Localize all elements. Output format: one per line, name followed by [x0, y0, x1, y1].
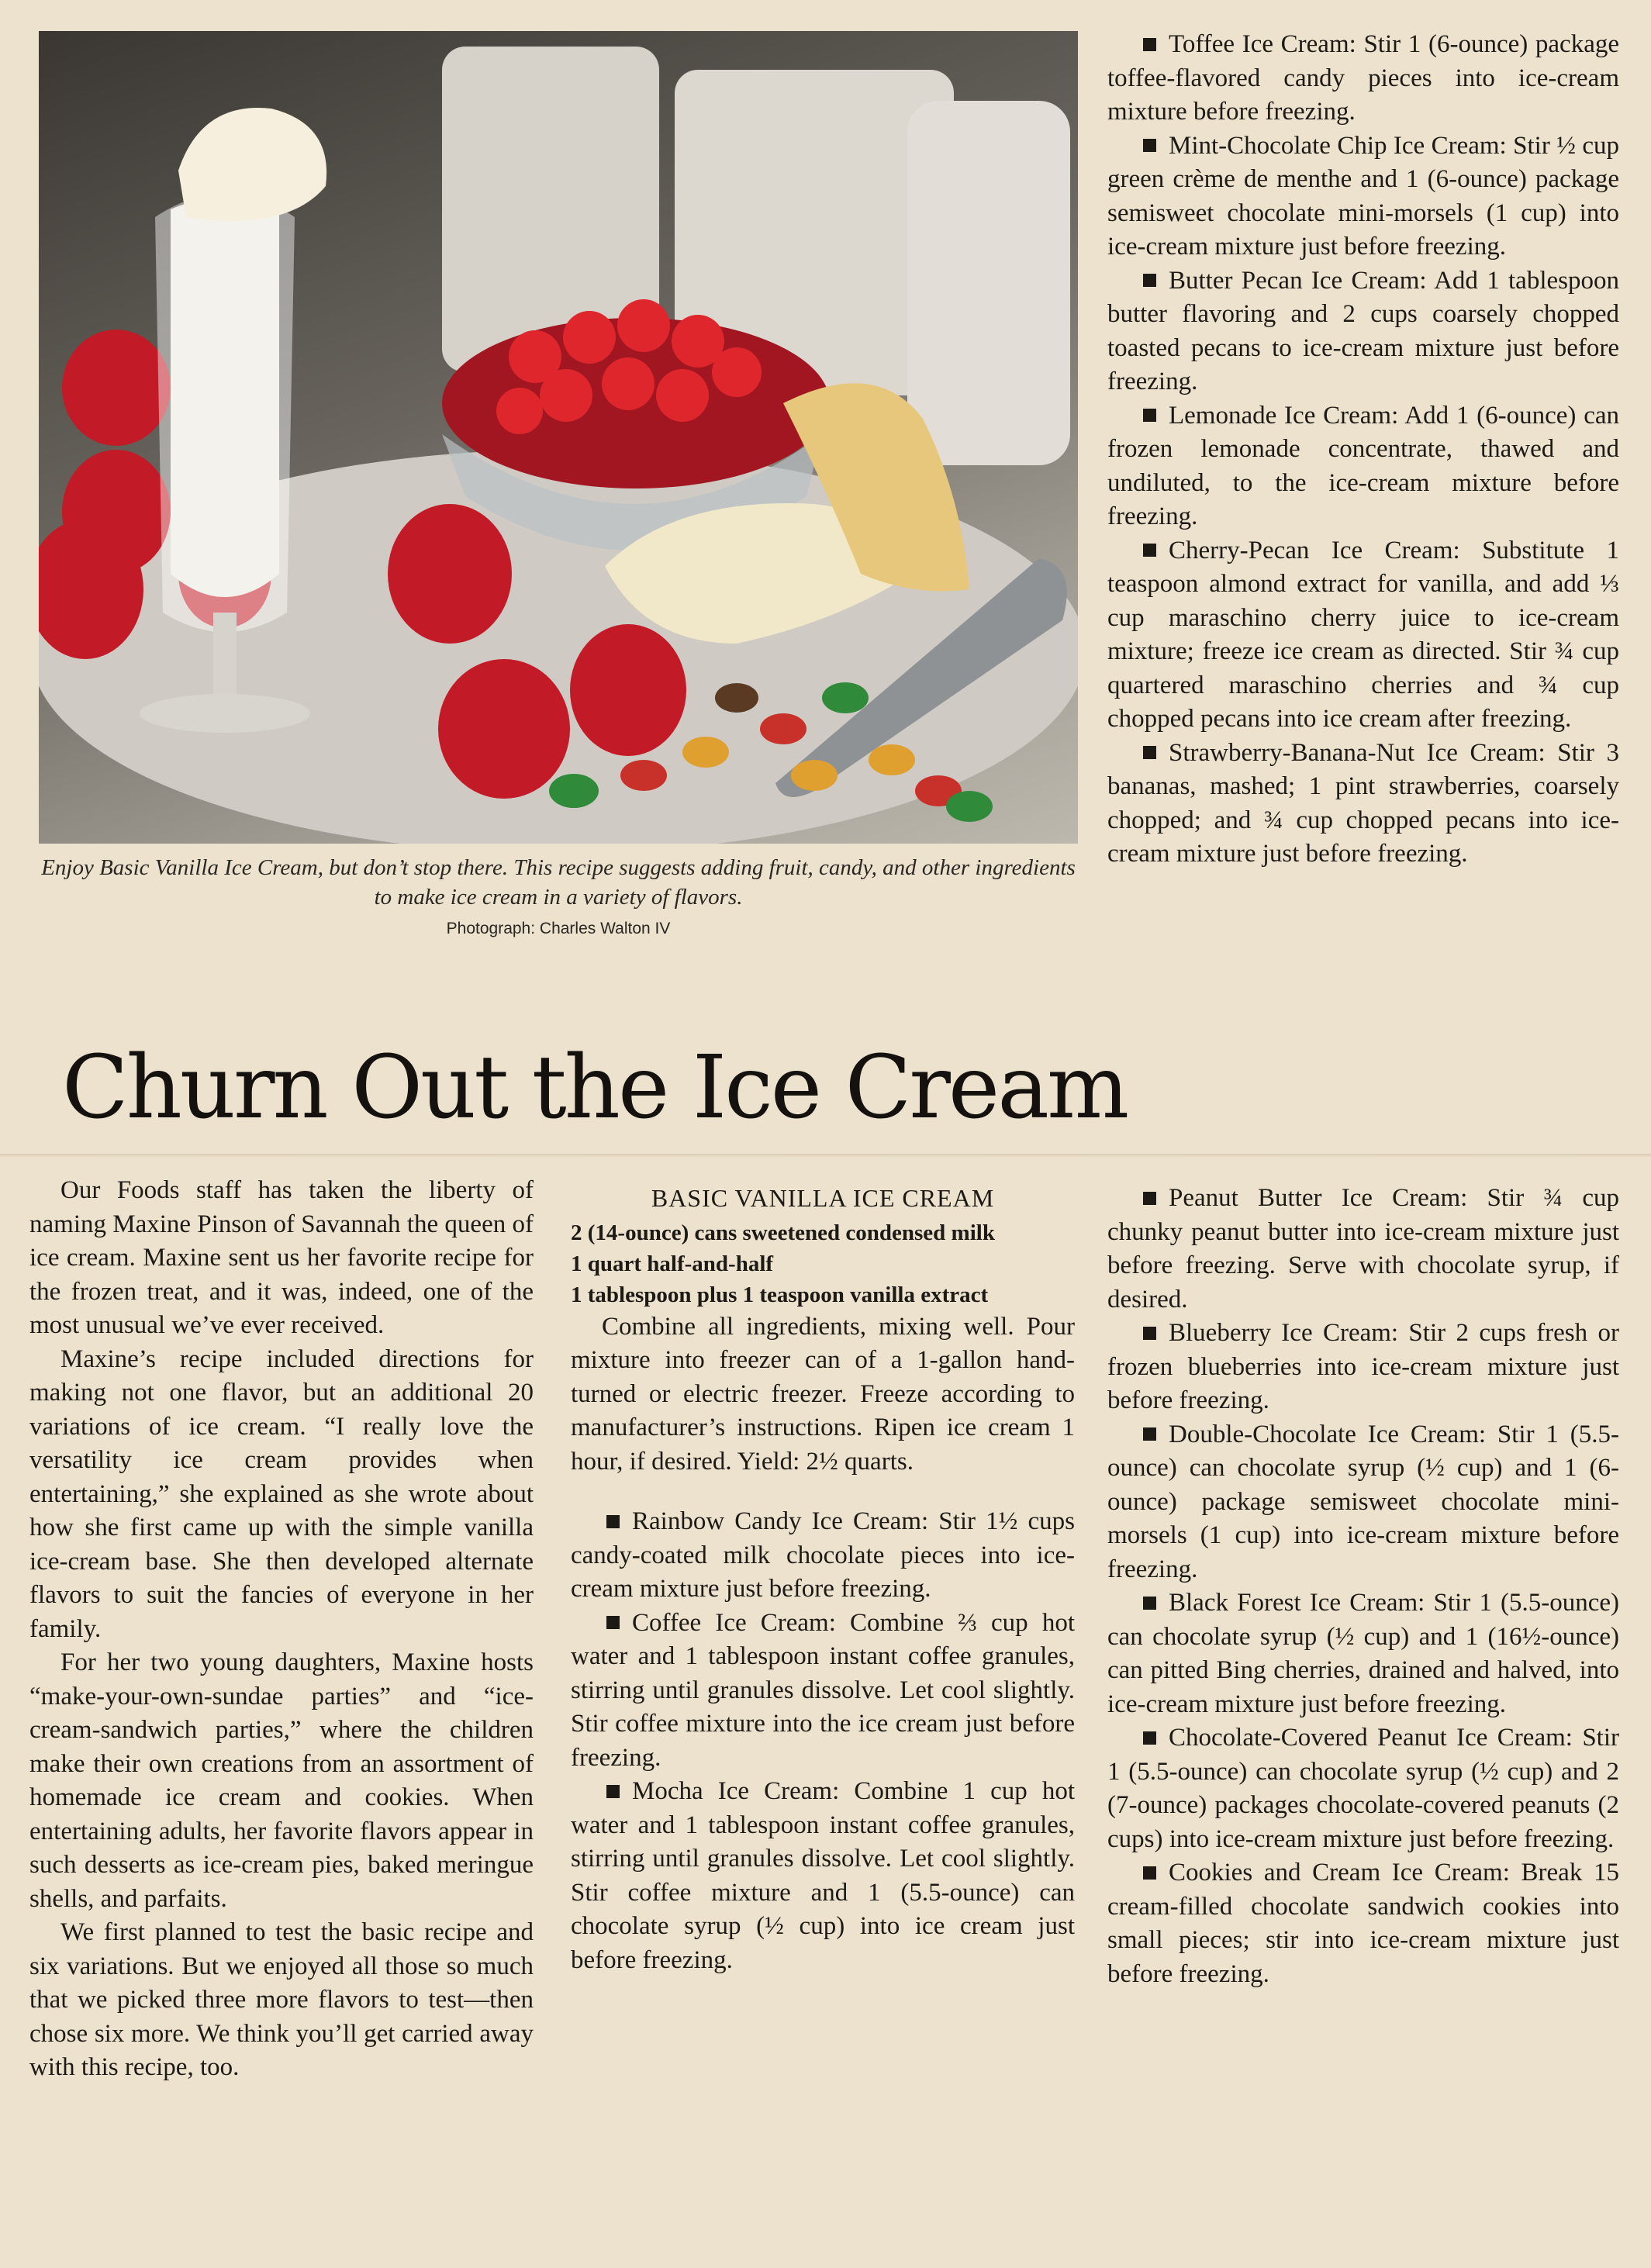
bullet-icon — [1143, 1192, 1156, 1205]
bullet-icon — [1143, 1427, 1156, 1441]
recipe-title: BASIC VANILLA ICE CREAM — [651, 1184, 995, 1212]
bullet-icon — [1143, 1327, 1156, 1340]
variation: Lemonade Ice Cream: Add 1 (6-ounce) can frozen lemonade concentrate, thawed and undiluted, to the ice-cream mixture before freezing. — [1107, 401, 1619, 530]
bullet-icon — [606, 1785, 620, 1798]
bullet-icon — [1143, 409, 1156, 422]
bullet-icon — [1143, 139, 1156, 152]
bullet-icon — [606, 1515, 620, 1528]
bullet-icon — [1143, 274, 1156, 287]
photo-credit: Photograph: Charles Walton IV — [446, 920, 671, 937]
variation: Mocha Ice Cream: Combine 1 cup hot water and 1 tablespoon instant coffee granules, stirring until granules dissolve. Let cool slightly. Stir coffee mixture and 1 (5.5-ounce) can chocolate syrup (½ cup) into ice cream just before freezing. — [571, 1777, 1075, 1974]
article-paragraph: We first planned to test the basic recipe and six variations. But we enjoyed all those so much that we picked three more flavors to test—then chose six more. We think you’ll get carried away with this recipe, too. — [29, 1918, 534, 2081]
variation: Cherry-Pecan Ice Cream: Substitute 1 teaspoon almond extract for vanilla, and add ⅓ cup maraschino cherry juice to ice-cream mixture; freeze ice cream as directed. Stir ¾ cup quartered maraschino cherries and ¾ cup chopped pecans into ice cream after freezing. — [1107, 536, 1619, 733]
article-body — [29, 1174, 534, 2085]
variation: Strawberry-Banana-Nut Ice Cream: Stir 3 bananas, mashed; 1 pint strawberries, coarsely chopped; and ¾ cup chopped pecans into ice-cream mixture just before freezing. — [1107, 738, 1619, 868]
ice-cream-scoop — [178, 108, 326, 221]
variation: Peanut Butter Ice Cream: Stir ¾ cup chunky peanut butter into ice-cream mixture just before freezing. Serve with chocolate syrup, if desired. — [1107, 1184, 1619, 1314]
ice-cream-photo — [39, 31, 1078, 844]
variation: Rainbow Candy Ice Cream: Stir 1½ cups candy-coated milk chocolate pieces into ice-cream mixture just before freezing. — [571, 1507, 1075, 1603]
variation: Double-Chocolate Ice Cream: Stir 1 (5.5-ounce) can chocolate syrup (½ cup) and 1 (6-ounce) package semisweet chocolate mini-morsels (1 cup) into ice-cream mixture before freezing. — [1107, 1420, 1619, 1583]
variations-column-top — [1107, 28, 1619, 872]
bullet-icon — [1143, 1731, 1156, 1745]
bullet-icon — [1143, 544, 1156, 557]
photo-caption: Enjoy Basic Vanilla Ice Cream, but don’t stop there. This recipe suggests adding fruit, candy, and other ingredients to make ice cream in a variety of flavors. — [41, 855, 1076, 910]
article-paragraph: Our Foods staff has taken the liberty of naming Maxine Pinson of Savannah the queen of ice cream. Maxine sent us her favorite recipe for the frozen treat, and it was, indeed, one of the most unusual we’ve ever received. — [29, 1176, 534, 1339]
variation: Cookies and Cream Ice Cream: Break 15 cream-filled chocolate sandwich cookies into small pieces; stir into ice-cream mixture just before freezing. — [1107, 1859, 1619, 1988]
variations-column-bottom — [1107, 1182, 1619, 1991]
variation: Toffee Ice Cream: Stir 1 (6-ounce) package toffee-flavored candy pieces into ice-cream mixture before freezing. — [1107, 30, 1619, 126]
recipe-directions: Combine all ingredients, mixing well. Pour mixture into freezer can of a 1-gallon hand-turned or electric freezer. Freeze according to manufacturer’s instructions. Ripen ice cream 1 hour, if desired. Yield: 2½ quarts. — [571, 1312, 1075, 1476]
ingredient: 2 (14-ounce) cans sweetened condensed milk — [571, 1220, 995, 1245]
variation: Mint-Chocolate Chip Ice Cream: Stir ½ cup green crème de menthe and 1 (6-ounce) package semisweet chocolate mini-morsels (1 cup) into ice-cream mixture just before freezing. — [1107, 131, 1619, 261]
recipe-column — [571, 1182, 1075, 1977]
variation: Chocolate-Covered Peanut Ice Cream: Stir 1 (5.5-ounce) can chocolate syrup (½ cup) and 2 (7-ounce) packages chocolate-covered peanuts (2 cups) into ice-cream mixture just before freezing. — [1107, 1724, 1619, 1853]
canister-right — [907, 101, 1070, 465]
article-paragraph: For her two young daughters, Maxine hosts “make-your-own-sundae parties” and “ice-cream-sandwich parties,” where the children make their own creations from an assortment of homemade ice cream and cookies. When entertaining adults, her favorite flavors appear in such desserts as ice-cream pies, baked meringue shells, and parfaits. — [29, 1648, 534, 1913]
ingredient: 1 tablespoon plus 1 teaspoon vanilla extract — [571, 1282, 989, 1307]
bullet-icon — [1143, 38, 1156, 51]
bullet-icon — [1143, 1866, 1156, 1880]
variation: Black Forest Ice Cream: Stir 1 (5.5-ounce) can chocolate syrup (½ cup) and 1 (16½-ounce) can pitted Bing cherries, drained and halved, into ice-cream mixture just before freezing. — [1107, 1589, 1619, 1718]
variation: Blueberry Ice Cream: Stir 2 cups fresh or frozen blueberries into ice-cream mixture just before freezing. — [1107, 1319, 1619, 1414]
ingredient: 1 quart half-and-half — [571, 1251, 774, 1276]
article-paragraph: Maxine’s recipe included directions for making not one flavor, but an additional 20 variations of ice cream. “I really love the versatility ice cream provides when entertaining,” she explained as she wrote about how she first came up with the simple vanilla ice-cream base. She then developed alternate flavors to suit the fancies of everyone in her family. — [29, 1345, 534, 1643]
bullet-icon — [1143, 746, 1156, 759]
paper-fold — [0, 1154, 1651, 1158]
variation: Butter Pecan Ice Cream: Add 1 tablespoon butter flavoring and 2 cups coarsely chopped toasted pecans to ice-cream mixture just before freezing. — [1107, 266, 1619, 395]
variation: Coffee Ice Cream: Combine ⅔ cup hot water and 1 tablespoon instant coffee granules, stirring until granules dissolve. Let cool slightly. Stir coffee mixture into the ice cream just before freezing. — [571, 1608, 1075, 1772]
article-headline: Churn Out the Ice Cream — [62, 1037, 1128, 1138]
bullet-icon — [1143, 1597, 1156, 1610]
bullet-icon — [606, 1616, 620, 1629]
